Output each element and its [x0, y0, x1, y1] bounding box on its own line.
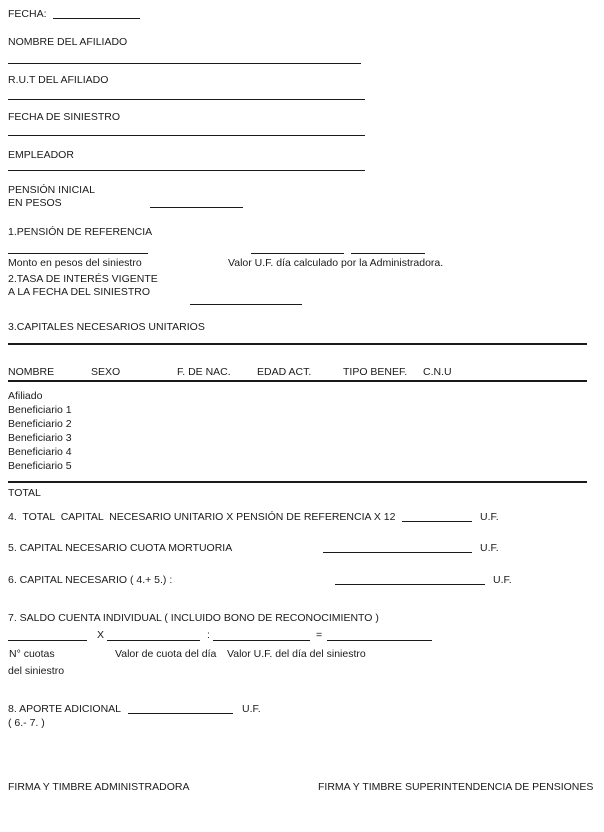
section4-blank[interactable] — [402, 521, 472, 522]
section7-title: 7. SALDO CUENTA INDIVIDUAL ( INCLUIDO BONO DE RECONOCIMIENTO ) — [8, 612, 379, 624]
monto-pesos-blank[interactable] — [8, 253, 148, 254]
fecha-siniestro-blank[interactable] — [8, 135, 365, 136]
monto-pesos-label: Monto en pesos del siniestro — [8, 257, 142, 269]
n-cuotas-label: N° cuotas — [9, 648, 55, 660]
section1-title: 1.PENSIÓN DE REFERENCIA — [8, 226, 153, 238]
valor-uf-blank-2[interactable] — [351, 253, 425, 254]
table-top-rule — [8, 343, 587, 345]
table-header-fecha-nac: F. DE NAC. — [177, 366, 231, 378]
empleador-label: EMPLEADOR — [8, 149, 74, 161]
n-cuotas-blank[interactable] — [8, 640, 87, 641]
table-row-afiliado: Afiliado — [8, 390, 43, 402]
table-row-beneficiario-1: Beneficiario 1 — [8, 404, 72, 416]
section5-unit-label: U.F. — [480, 542, 499, 554]
table-header-sexo: SEXO — [91, 366, 121, 378]
valor-uf-dia-blank[interactable] — [213, 640, 310, 641]
section8-label: 8. APORTE ADICIONAL — [8, 703, 122, 715]
fecha-label: FECHA: — [8, 8, 47, 20]
multiply-sign: X — [97, 629, 105, 641]
table-header-tipo-benef: TIPO BENEF. — [343, 366, 408, 378]
fecha-siniestro-label: FECHA DE SINIESTRO — [8, 111, 121, 123]
equals-sign: = — [316, 629, 323, 641]
section6-label: 6. CAPITAL NECESARIO ( 4.+ 5.) : — [8, 574, 173, 586]
valor-cuota-blank[interactable] — [107, 640, 200, 641]
table-header-cnu: C.N.U — [423, 366, 452, 378]
empleador-blank[interactable] — [8, 170, 365, 171]
section4-unit-label: U.F. — [480, 511, 499, 523]
del-siniestro-label: del siniestro — [8, 665, 65, 677]
valor-uf-dia-siniestro-label: Valor U.F. del día del siniestro — [227, 648, 366, 660]
section3-title: 3.CAPITALES NECESARIOS UNITARIOS — [8, 321, 205, 333]
pension-inicial-blank[interactable] — [150, 207, 243, 208]
nombre-afiliado-blank[interactable] — [8, 63, 361, 64]
table-row-beneficiario-5: Beneficiario 5 — [8, 460, 72, 472]
divide-sign: : — [207, 629, 210, 641]
section6-blank[interactable] — [335, 584, 485, 585]
table-row-beneficiario-2: Beneficiario 2 — [8, 418, 72, 430]
table-total-label: TOTAL — [8, 487, 41, 499]
tasa-interes-blank[interactable] — [190, 304, 302, 305]
firma-administradora-label: FIRMA Y TIMBRE ADMINISTRADORA — [8, 781, 190, 793]
section5-blank[interactable] — [323, 552, 472, 553]
table-header-edad-act: EDAD ACT. — [257, 366, 312, 378]
rut-afiliado-label: R.U.T DEL AFILIADO — [8, 74, 109, 86]
table-header-rule — [8, 380, 587, 382]
firma-superintendencia-label: FIRMA Y TIMBRE SUPERINTENDENCIA DE PENSIONES — [318, 781, 594, 793]
saldo-resultado-blank[interactable] — [327, 640, 432, 641]
aporte-adicional-blank[interactable] — [128, 713, 233, 714]
rut-afiliado-blank[interactable] — [8, 99, 365, 100]
table-header-nombre: NOMBRE — [8, 366, 55, 378]
valor-uf-dia-label: Valor U.F. día calculado por la Administradora. — [228, 257, 444, 269]
pension-inicial-label-line2: EN PESOS — [8, 197, 62, 209]
table-row-beneficiario-4: Beneficiario 4 — [8, 446, 72, 458]
valor-cuota-dia-label: Valor de cuota del día — [115, 648, 217, 660]
pension-inicial-label-line1: PENSIÓN INICIAL — [8, 184, 95, 196]
section4-label: 4. TOTAL CAPITAL NECESARIO UNITARIO X PENSIÓN DE REFERENCIA X 12 — [8, 511, 396, 523]
table-row-beneficiario-3: Beneficiario 3 — [8, 432, 72, 444]
nombre-afiliado-label: NOMBRE DEL AFILIADO — [8, 36, 128, 48]
section6-unit-label: U.F. — [493, 574, 512, 586]
valor-uf-blank-1[interactable] — [251, 253, 344, 254]
fecha-blank[interactable] — [53, 18, 140, 19]
table-bottom-rule — [8, 481, 587, 483]
section8-unit-label: U.F. — [242, 703, 261, 715]
section2-title-line1: 2.TASA DE INTERÉS VIGENTE — [8, 273, 158, 285]
section8-formula-note: ( 6.- 7. ) — [8, 717, 45, 729]
section2-title-line2: A LA FECHA DEL SINIESTRO — [8, 286, 150, 298]
section5-label: 5. CAPITAL NECESARIO CUOTA MORTUORIA — [8, 542, 233, 554]
